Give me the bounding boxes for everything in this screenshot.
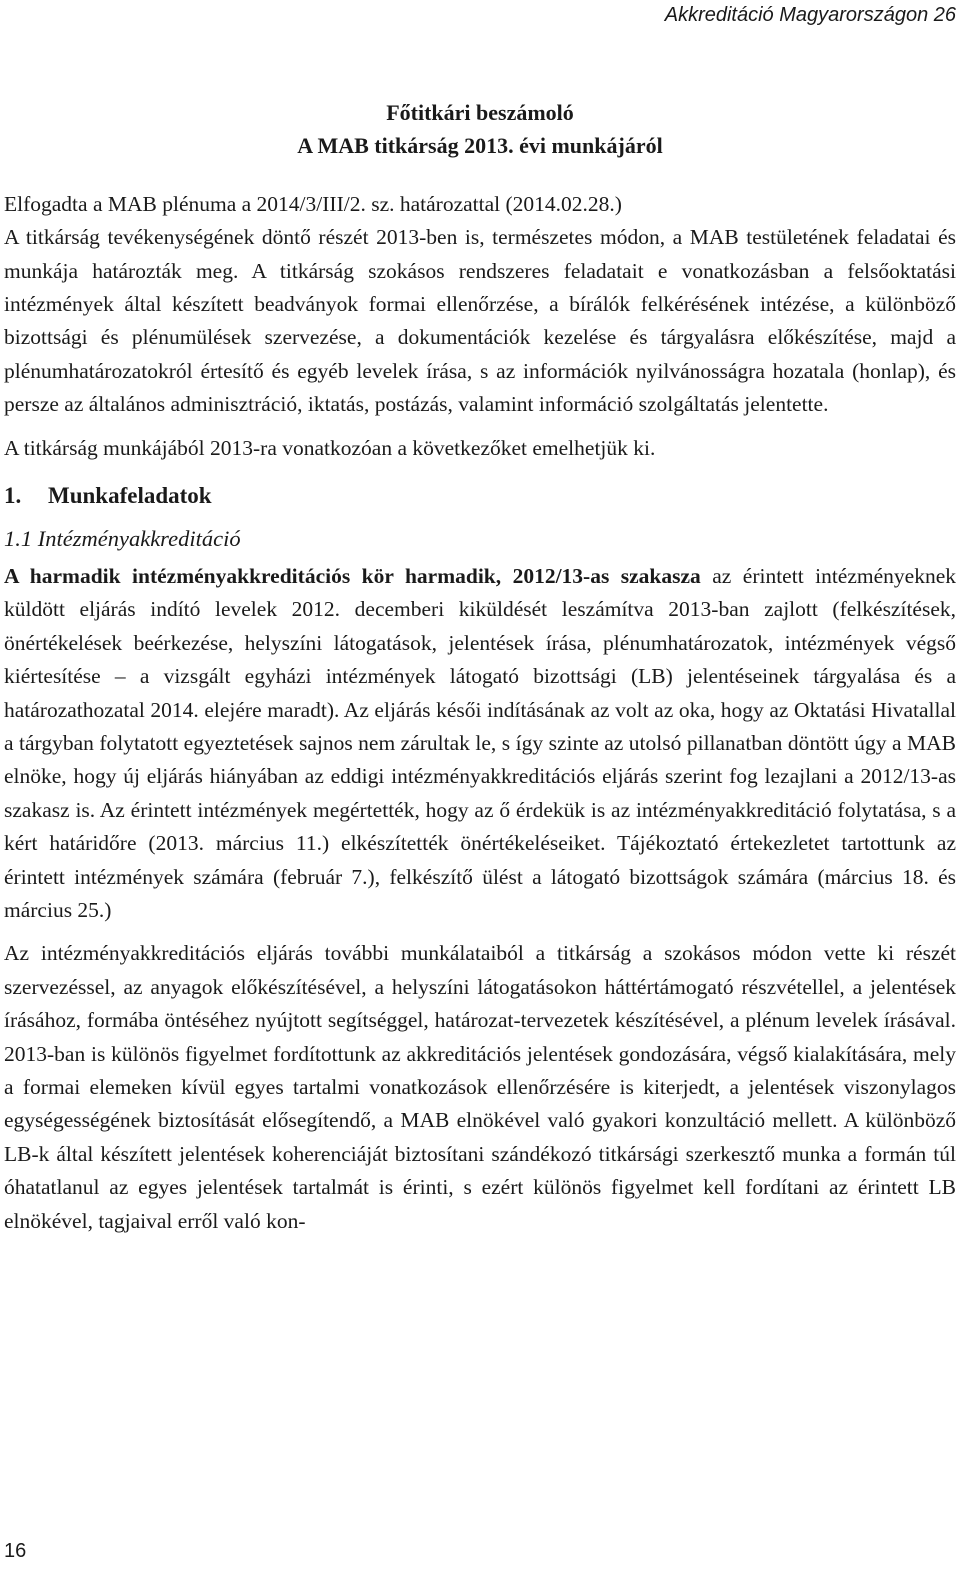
approval-note: Elfogadta a MAB plénuma a 2014/3/III/2. sz. határozattal (2014.02.28.)	[4, 191, 622, 216]
section-heading	[4, 479, 956, 512]
document-title	[4, 96, 956, 163]
section-number: 1.	[4, 483, 22, 509]
paragraph-institution-accreditation	[4, 560, 956, 927]
running-header: Akkreditáció Magyarországon 26	[664, 4, 956, 26]
subsection-heading: 1.1 Intézményakkreditáció	[4, 526, 241, 552]
paragraph-lead-bold: A harmadik intézményakkreditációs kör harmadik, 2012/13-as szakasza	[4, 563, 701, 588]
section-title: Munkafeladatok	[48, 483, 212, 509]
paragraph-lead-rest: az érintett intézményeknek küldött eljárás indító levelek 2012. decemberi kiküldését leszámítva 2013-ban zajlott (felkészítések, önértékelések beérkezése, helyszíni látogatások, jelentések írása, plénumhatározatok, intézmények végső kiértesítése – a vizsgált egyházi intézmények látogató bizottsági (LB) jelentéseinek tárgyalása és a határozathozatal 2014. elejére maradt). Az eljárás késői indításának az volt az oka, hogy az Oktatási Hivatallal a tárgyban folytatott egyeztetések sajnos nem zárultak le, s így szinte az utolsó pillanatban döntött úgy a MAB elnöke, hogy új eljárás hiányában az eddigi intézményakkreditációs eljárás szerint fog lezajlani a 2012/13-as szakasz is. Az érintett intézmények megértették, hogy az ő érdekük is az intézményakkreditáció folytatása, s a kért határidőre (2013. március 11.) elkészítették önértékeléseiket. Tájékoztató értekezletet tartottunk az érintett intézmények számára (február 7.), felkészítő ülést a látogató bizottságok számára (március 18. és március 25.)	[4, 563, 956, 922]
paragraph-accreditation-tasks: Az intézményakkreditációs eljárás további munkálataiból a titkárság a szokásos módon vette ki részét szervezéssel, az anyagok előkészítésével, a helyszíni látogatásokon háttértámogató részvétellel, a jelentések írásához, formába öntéséhez nyújtott segítséggel, határozat-tervezetek készítésével, a plénum levelek írásával. 2013-ban is különös figyelmet fordítottunk az akkreditációs jelentések gondozására, végső kialakítására, mely a formai elemeken kívül egyes tartalmi vonatkozások ellenőrzésére is kiterjedt, a jelentések viszonylagos egységességének biztosítását elősegítendő, a MAB elnökével való gyakori konzultáció mellett. A különböző LB-k által készített jelentések koherenciáját biztosítani szándékozó titkársági szerkesztő munka a formán túl óhatatlanul az egyes jelentések tartalmát is érinti, s ezért különös figyelmet kell fordítani az érintett LB elnökével, tagjaival erről való kon-	[4, 941, 956, 1233]
intro-paragraph: A titkárság tevékenységének döntő részét 2013-ben is, természetes módon, a MAB testületének feladatai és munkája határozták meg. A titkárság szokásos rendszeres feladatait e vonatkozásban a felsőoktatási intézmények által készített beadványok formai ellenőrzése, a bírálók felkérésének intézése, a különböző bizottsági és plénumülések szervezése, a dokumentációk kezelése és tárgyalásra előkészítése, majd a plénumhatározatokról értesítő és egyéb levelek írása, s az információk nyilvánosságra hozatala (honlap), és persze az általános adminisztráció, iktatás, postázás, valamint információ szolgáltatás jelentette.	[4, 225, 956, 417]
title-line-1: Főtitkári beszámoló	[386, 100, 574, 125]
summary-paragraph: A titkárság munkájából 2013-ra vonatkozóan a következőket emelhetjük ki.	[4, 435, 656, 460]
title-line-2: A MAB titkárság 2013. évi munkájáról	[297, 133, 663, 159]
document-body	[4, 96, 956, 1238]
page-number: 16	[4, 1540, 27, 1562]
